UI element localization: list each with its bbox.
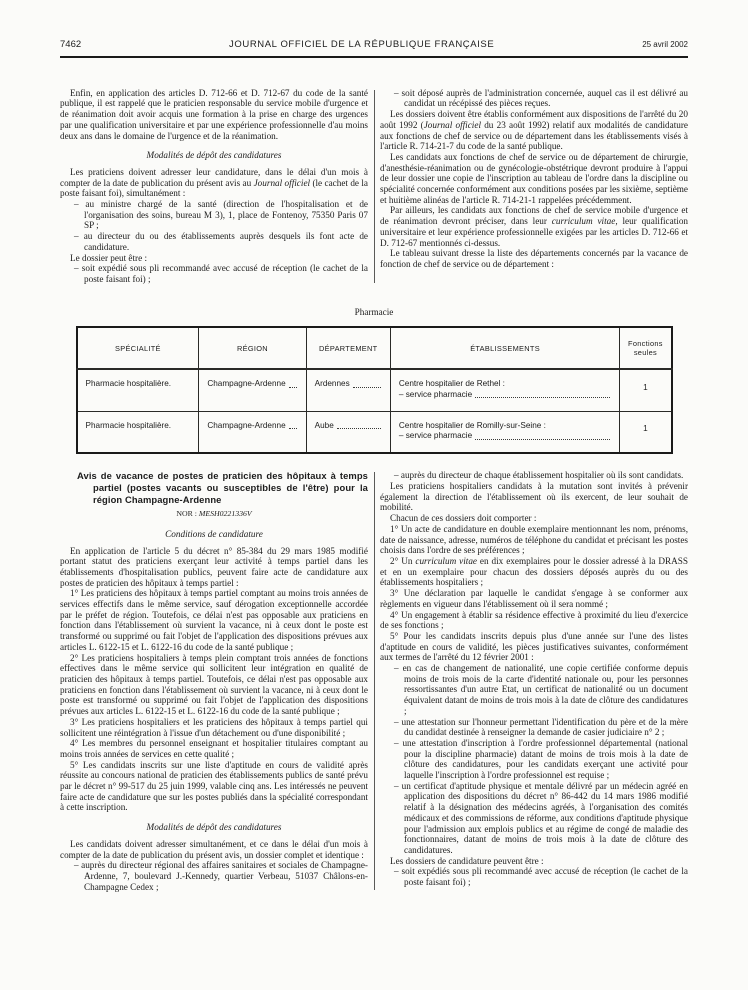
dot-leader (289, 428, 297, 429)
issue-date: 25 avril 2002 (642, 40, 688, 49)
cell-fonctions-seules: 1 (620, 411, 672, 453)
column-header-fonctions-seules: Fonctions seules (620, 327, 672, 369)
bottom-right-column (380, 470, 688, 892)
dot-leader (353, 387, 381, 388)
list-item: – en cas de changement de nationalité, une copie certifiée conforme depuis moins de trois mois de la carte d'identité nationale ou, pour les personnes ressortissantes d'un autre Etat, un certificat de nationalité ou un document équivalent datant de moins de trois mois à la date de clôture des candidatures ; (394, 663, 688, 716)
service-line: – service pharmacie (398, 389, 473, 399)
cell-specialite (77, 369, 199, 411)
dot-leader (289, 387, 297, 388)
paragraph: Par ailleurs, les candidats aux fonctions de chef de service mobile d'urgence et de réanimation devront préciser, dans leur curriculum vitae, leur qualification universitaire et leur expérience professionnelle exigées par les articles D. 712-66 et D. 712-67 mentionnés ci-dessus. (380, 205, 689, 248)
table-row (77, 411, 672, 453)
paragraph: 5° Les candidats inscrits sur une liste d'aptitude en cours de validité après réussite au concours national de praticien des établissements publics de santé prévu par le décret n° 99-517 du 25 juin 1999, valable cinq ans. Les intéressés ne peuvent faire acte de candidature que sur les postes publiés dans la spécialité correspondant à cette inscription. (60, 759, 368, 813)
departement-value: Aube (314, 420, 334, 430)
service-line: – service pharmacie (398, 431, 473, 441)
paragraph: 1° Les praticiens des hôpitaux à temps partiel comptant au moins trois années de services effectifs dans le même service, sauf dérogation exceptionnelle accordée par le préfet de région. Toutefois, ce délai n'est pas opposable aux praticiens en fonction dans l'établissement où survient la vacance, ni à ceux dont le poste est transformé ou supprimé ou fait l'objet de l'application des dispositions prévues aux articles L. 6122-15 et L. 6122-16 du code de la santé publique ; (60, 588, 368, 652)
list-item: – auprès du directeur régional des affaires sanitaires et sociales de Champagne-Ardenne, 7, boulevard J.-Kennedy, quartier Verbeau, 51037 Châlons-en-Champagne Cedex ; (74, 860, 368, 892)
paragraph: Les dossiers doivent être établis conformément aux dispositions de l'arrêté du 20 août 1992 (Journal officiel du 23 août 1992) relatif aux modalités de candidature aux fonctions de chef de service ou de département dans les établissements visés à l'article R. 714-21-7 du code de la santé publique. (380, 109, 688, 152)
section-heading: Conditions de candidature (165, 528, 263, 539)
paragraph: Les candidats aux fonctions de chef de service ou de département de chirurgie, d'anesthésie-réanimation ou de gynécologie-obstétrique devront produire à l'appui de leur dossier une copie de l'inscription au tableau de l'ordre dans la discipline ou spécialité concernée conformément aux conditions posées par les sixième, septième et huitième alinéas de l'article R. 714-21-1 rappelées précédemment. (380, 151, 688, 205)
paragraph: Le tableau suivant dresse la liste des départements concernés par la vacance de fonction de chef de service ou de département : (380, 248, 688, 269)
etablissement-name: Centre hospitalier de Romilly-sur-Seine : (398, 420, 546, 430)
region-value: Champagne-Ardenne (207, 379, 286, 389)
running-header (60, 40, 688, 51)
specialite-value: Pharmacie hospitalière. (85, 420, 172, 430)
column-header-region: RÉGION (199, 327, 306, 369)
paragraph: Les praticiens hospitaliers candidats à la mutation sont invités à prévenir également la direction de l'établissement où ils exercent, de leur souhait de mobilité. (380, 481, 688, 513)
paragraph: Le dossier peut être : (70, 252, 148, 263)
column-header-departement: DÉPARTEMENT (306, 327, 390, 369)
paragraph: 4° Les membres du personnel enseignant et hospitalier titulaires comptant au moins trois années de services en cette qualité ; (60, 738, 368, 759)
dot-leader (475, 439, 610, 440)
nor-reference: NOR : MESH0221336V (176, 509, 252, 519)
paragraph: Chacun de ces dossiers doit comporter : (390, 513, 537, 524)
paragraph: 1° Un acte de candidature en double exemplaire mentionnant les nom, prénoms, date de naissance, adresse, numéros de téléphone du candidat et précisant les postes choisis dans l'ordre de ses préférences ; (380, 523, 688, 556)
section-heading: Modalités de dépôt des candidatures (146, 822, 282, 833)
cell-departement (306, 411, 390, 453)
list-item: – auprès du directeur de chaque établissement hospitalier où ils sont candidats. (394, 470, 684, 481)
cell-region (199, 411, 306, 453)
cell-etablissement (390, 369, 619, 411)
region-value: Champagne-Ardenne (207, 420, 286, 430)
paragraph: En application de l'article 5 du décret n° 85-384 du 29 mars 1985 modifié portant statut des praticiens exerçant leur activité à temps partiel dans les établissements d'hospitalisation publics, peuvent faire acte de candidature aux postes de praticien des hôpitaux à temps partiel : (60, 545, 368, 588)
list-item: – une attestation d'inscription à l'ordre professionnel départemental (national pour la discipline pharmacie) datant de moins de trois mois à la date de clôture des candidatures, pour les candidats exerçant une activité pour laquelle l'inscription à l'ordre professionnel est requise ; (394, 737, 688, 781)
list-item: – soit déposé auprès de l'administration concernée, auquel cas il est délivré au candidat un récépissé des pièces reçues. (394, 87, 688, 109)
table-header-row (77, 327, 672, 369)
paragraph: Les dossiers de candidature peuvent être : (390, 855, 544, 866)
cell-fonctions-seules: 1 (620, 369, 672, 411)
cell-etablissement (390, 411, 619, 453)
list-item: – au directeur du ou des établissements auprès desquels ils font acte de candidature. (74, 231, 368, 252)
paragraph: 3° Une déclaration par laquelle le candidat s'engage à se conformer aux règlements en vigueur dans l'établissement où il sera nommé ; (380, 588, 688, 609)
paragraph: 2° Les praticiens hospitaliers à temps plein comptant trois années de fonctions effectives dans le même service qui sollicitent leur intégration en qualité de praticien des hôpitaux à temps partiel. Toutefois, ce délai n'est pas opposable aux praticiens en fonction dans l'établissement où survient la vacance, ni à ceux dont le poste est transformé ou supprimé ou fait l'objet de l'application des dispositions prévues aux articles L. 6122-15 et L. 6122-16 du code de la santé publique ; (60, 652, 368, 717)
etablissement-name: Centre hospitalier de Rethel : (398, 379, 505, 389)
column-header-etablissements: ÉTABLISSEMENTS (390, 327, 619, 369)
paragraph: 5° Pour les candidats inscrits depuis plus d'une année sur l'une des listes d'aptitude en cours de validité, les pièces justificatives suivantes, conformément aux termes de l'arrêté du 12 février 2001 : (380, 630, 688, 663)
vacancies-table (76, 326, 673, 454)
section-heading: Modalités de dépôt des candidatures (146, 150, 282, 161)
paragraph: Enfin, en application des articles D. 712-66 et D. 712-67 du code de la santé publique, il est rappelé que le praticien responsable du service mobile d'urgence et de réanimation doit avoir acquis une formation à la prise en charge des urgences par une qualification universitaire et par une expérience professionnelle d'au moins deux ans dans le domaine de l'urgence et de la réanimation. (60, 87, 368, 141)
paragraph: Les candidats doivent adresser simultanément, et ce dans le délai d'un mois à compter de la date de publication du présent avis, un dossier complet et identique : (60, 838, 368, 860)
notice-section (60, 470, 688, 892)
journal-title: JOURNAL OFFICIEL DE LA RÉPUBLIQUE FRANÇAISE (229, 39, 495, 50)
cell-departement (306, 369, 390, 411)
table-title: Pharmacie (354, 306, 394, 317)
table-row (77, 369, 672, 411)
paragraph: 4° Un engagement à établir sa résidence effective à proximité du lieu d'exercice de ses fonctions ; (380, 609, 688, 631)
dot-leader (475, 397, 610, 398)
specialite-value: Pharmacie hospitalière. (85, 379, 172, 389)
list-item: – soit expédiés sous pli recommandé avec accusé de réception (le cachet de la poste faisant foi) ; (394, 866, 688, 888)
list-item: – au ministre chargé de la santé (direction de l'hospitalisation et de l'organisation des soins, bureau M 3), 1, place de Fontenoy, 75350 Paris 07 SP ; (74, 199, 368, 231)
bottom-left-column (60, 470, 368, 892)
top-right-column (380, 88, 688, 285)
header-rule (60, 56, 688, 58)
departement-value: Ardennes (314, 379, 350, 389)
list-item: – soit expédié sous pli recommandé avec accusé de réception (le cachet de la poste faisant foi) ; (74, 263, 368, 284)
top-left-column (60, 88, 368, 285)
cell-region (199, 369, 306, 411)
paragraph: 3° Les praticiens hospitaliers et les praticiens des hôpitaux à temps partiel qui sollicitent une réintégration à l'issue d'un détachement ou d'une disponibilité ; (60, 716, 368, 738)
paragraph: Les praticiens doivent adresser leur candidature, dans le délai d'un mois à compter de la date de publication du présent avis au Journal officiel (le cachet de la poste faisant foi), simultanément : (60, 166, 369, 199)
cell-specialite (77, 411, 199, 453)
column-header-specialite: SPÉCIALITÉ (77, 327, 199, 369)
departments-table-section (60, 307, 688, 455)
list-item: – un certificat d'aptitude physique et mentale délivré par un médecin agréé en application des dispositions du décret n° 86-442 du 14 mars 1986 modifié relatif à la désignation des médecins agréés, à l'organisation des comités médicaux et des commissions de réforme, aux conditions d'aptitude physique pour l'admission aux emplois publics et au régime de congé de maladie des fonctionnaires, datant de moins de trois mois à la date de clôture des candidatures. (394, 780, 688, 855)
notice-title: Avis de vacance de postes de praticien des hôpitaux à temps partiel (postes vacants ou susceptibles de l'être) pour la région Champagne-Ardenne (77, 470, 368, 505)
dot-leader (337, 428, 381, 429)
paragraph: 2° Un curriculum vitae en dix exemplaires pour le dossier adressé à la DRASS et en un exemplaire pour chacun des dossiers déposés auprès du ou des établissements hospitaliers ; (380, 555, 688, 588)
top-text-section (60, 88, 688, 285)
list-item: – une attestation sur l'honneur permettant l'identification du père et de la mère du candidat destinée à renseigner la demande de casier judiciaire n° 2 ; (394, 716, 688, 738)
page-number: 7462 (60, 39, 82, 50)
